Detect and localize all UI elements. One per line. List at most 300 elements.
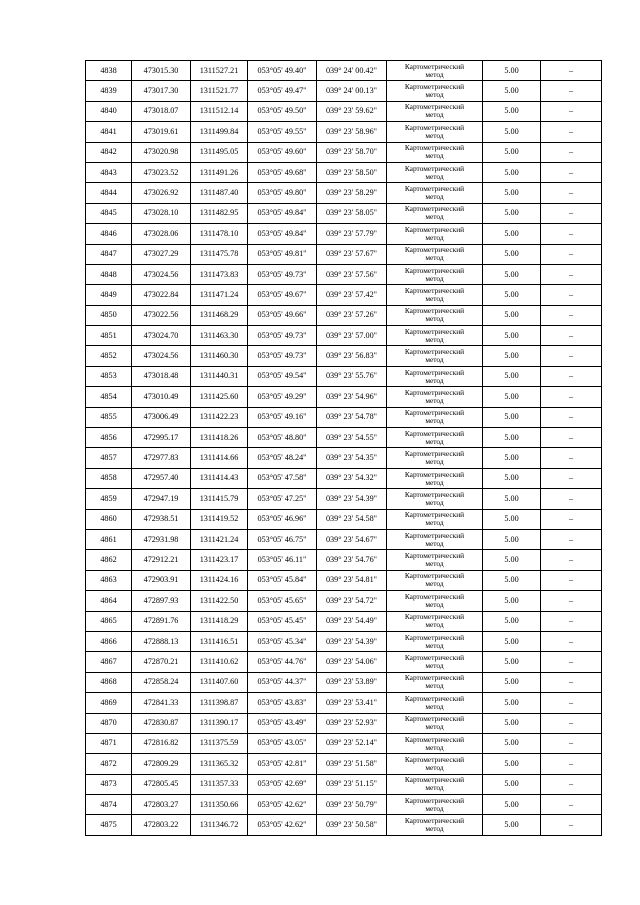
- method-line-1: Картометрический: [404, 673, 465, 683]
- method-line-2: метод: [425, 90, 444, 100]
- x-coordinate-cell: 473028.06: [132, 224, 191, 244]
- x-coordinate-cell: 472891.76: [132, 611, 191, 631]
- latitude-cell: 053°05' 49.73": [248, 326, 317, 346]
- method-cell: [387, 733, 483, 753]
- accuracy-cell: 5.00: [483, 815, 541, 835]
- latitude-cell: 053°05' 49.84": [248, 224, 317, 244]
- longitude-cell: 039° 23' 51.58": [317, 754, 387, 774]
- accuracy-cell: 5.00: [483, 244, 541, 264]
- description-cell: –: [541, 448, 602, 468]
- latitude-cell: 053°05' 45.65": [248, 591, 317, 611]
- latitude-cell: 053°05' 49.67": [248, 285, 317, 305]
- method-cell: [387, 162, 483, 182]
- accuracy-cell: 5.00: [483, 754, 541, 774]
- y-coordinate-cell: 1311473.83: [191, 264, 248, 284]
- table-row: [86, 183, 602, 203]
- accuracy-cell: 5.00: [483, 611, 541, 631]
- method-line-2: метод: [425, 518, 444, 528]
- description-cell: –: [541, 387, 602, 407]
- method-line-2: метод: [425, 762, 444, 772]
- point-number-cell: 4843: [86, 162, 132, 182]
- x-coordinate-cell: 473018.07: [132, 101, 191, 121]
- method-line-2: метод: [425, 599, 444, 609]
- method-line-1: Картометрический: [404, 632, 465, 642]
- y-coordinate-cell: 1311487.40: [191, 183, 248, 203]
- method-line-2: метод: [425, 130, 444, 140]
- point-number-cell: 4855: [86, 407, 132, 427]
- accuracy-cell: 5.00: [483, 693, 541, 713]
- method-line-1: Картометрический: [404, 163, 465, 173]
- point-number-cell: 4856: [86, 428, 132, 448]
- latitude-cell: 053°05' 46.75": [248, 529, 317, 549]
- x-coordinate-cell: 472816.82: [132, 733, 191, 753]
- accuracy-cell: 5.00: [483, 122, 541, 142]
- x-coordinate-cell: 472977.83: [132, 448, 191, 468]
- y-coordinate-cell: 1311521.77: [191, 81, 248, 101]
- latitude-cell: 053°05' 44.37": [248, 672, 317, 692]
- accuracy-cell: 5.00: [483, 509, 541, 529]
- method-cell: [387, 713, 483, 733]
- point-number-cell: 4841: [86, 122, 132, 142]
- y-coordinate-cell: 1311424.16: [191, 570, 248, 590]
- method-line-1: Картометрический: [404, 653, 465, 663]
- point-number-cell: 4845: [86, 203, 132, 223]
- method-cell: [387, 285, 483, 305]
- y-coordinate-cell: 1311410.62: [191, 652, 248, 672]
- latitude-cell: 053°05' 49.16": [248, 407, 317, 427]
- method-cell: [387, 366, 483, 386]
- method-line-2: метод: [425, 681, 444, 691]
- latitude-cell: 053°05' 49.55": [248, 122, 317, 142]
- x-coordinate-cell: 472870.21: [132, 652, 191, 672]
- x-coordinate-cell: 473022.84: [132, 285, 191, 305]
- method-line-1: Картометрический: [404, 245, 465, 255]
- x-coordinate-cell: 472947.19: [132, 489, 191, 509]
- longitude-cell: 039° 23' 56.83": [317, 346, 387, 366]
- method-line-1: Картометрический: [404, 61, 465, 71]
- x-coordinate-cell: 473027.29: [132, 244, 191, 264]
- longitude-cell: 039° 23' 55.76": [317, 366, 387, 386]
- longitude-cell: 039° 23' 50.79": [317, 795, 387, 815]
- x-coordinate-cell: 472830.87: [132, 713, 191, 733]
- method-line-2: метод: [425, 69, 444, 79]
- method-line-1: Картометрический: [404, 428, 465, 438]
- longitude-cell: 039° 23' 54.58": [317, 509, 387, 529]
- method-cell: [387, 489, 483, 509]
- longitude-cell: 039° 23' 54.96": [317, 387, 387, 407]
- longitude-cell: 039° 23' 54.55": [317, 428, 387, 448]
- y-coordinate-cell: 1311418.26: [191, 428, 248, 448]
- latitude-cell: 053°05' 46.96": [248, 509, 317, 529]
- table-row: [86, 713, 602, 733]
- point-number-cell: 4847: [86, 244, 132, 264]
- method-line-2: метод: [425, 253, 444, 263]
- longitude-cell: 039° 23' 54.78": [317, 407, 387, 427]
- accuracy-cell: 5.00: [483, 529, 541, 549]
- point-number-cell: 4846: [86, 224, 132, 244]
- y-coordinate-cell: 1311407.60: [191, 672, 248, 692]
- table-row: [86, 428, 602, 448]
- x-coordinate-cell: 473028.10: [132, 203, 191, 223]
- method-line-1: Картометрический: [404, 795, 465, 805]
- description-cell: –: [541, 81, 602, 101]
- method-line-2: метод: [425, 334, 444, 344]
- longitude-cell: 039° 23' 58.70": [317, 142, 387, 162]
- latitude-cell: 053°05' 49.54": [248, 366, 317, 386]
- method-cell: [387, 815, 483, 835]
- x-coordinate-cell: 472803.22: [132, 815, 191, 835]
- accuracy-cell: 5.00: [483, 101, 541, 121]
- y-coordinate-cell: 1311475.78: [191, 244, 248, 264]
- method-cell: [387, 122, 483, 142]
- description-cell: –: [541, 509, 602, 529]
- accuracy-cell: 5.00: [483, 224, 541, 244]
- table-row: [86, 652, 602, 672]
- latitude-cell: 053°05' 49.80": [248, 183, 317, 203]
- point-number-cell: 4865: [86, 611, 132, 631]
- method-cell: [387, 326, 483, 346]
- longitude-cell: 039° 23' 52.14": [317, 733, 387, 753]
- description-cell: –: [541, 611, 602, 631]
- latitude-cell: 053°05' 45.34": [248, 631, 317, 651]
- x-coordinate-cell: 473024.56: [132, 346, 191, 366]
- y-coordinate-cell: 1311346.72: [191, 815, 248, 835]
- y-coordinate-cell: 1311425.60: [191, 387, 248, 407]
- method-cell: [387, 224, 483, 244]
- method-cell: [387, 183, 483, 203]
- point-number-cell: 4868: [86, 672, 132, 692]
- method-line-1: Картометрический: [404, 387, 465, 397]
- accuracy-cell: 5.00: [483, 468, 541, 488]
- method-line-1: Картометрический: [404, 571, 465, 581]
- y-coordinate-cell: 1311398.87: [191, 693, 248, 713]
- description-cell: –: [541, 631, 602, 651]
- description-cell: –: [541, 733, 602, 753]
- y-coordinate-cell: 1311468.29: [191, 305, 248, 325]
- method-line-2: метод: [425, 661, 444, 671]
- method-line-2: метод: [425, 477, 444, 487]
- longitude-cell: 039° 23' 54.72": [317, 591, 387, 611]
- table-row: [86, 264, 602, 284]
- description-cell: –: [541, 550, 602, 570]
- method-line-1: Картометрический: [404, 489, 465, 499]
- accuracy-cell: 5.00: [483, 81, 541, 101]
- method-line-1: Картометрический: [404, 754, 465, 764]
- point-number-cell: 4869: [86, 693, 132, 713]
- method-line-2: метод: [425, 742, 444, 752]
- x-coordinate-cell: 473024.56: [132, 264, 191, 284]
- y-coordinate-cell: 1311419.52: [191, 509, 248, 529]
- method-line-2: метод: [425, 151, 444, 161]
- method-cell: [387, 509, 483, 529]
- x-coordinate-cell: 473017.30: [132, 81, 191, 101]
- latitude-cell: 053°05' 49.81": [248, 244, 317, 264]
- point-number-cell: 4870: [86, 713, 132, 733]
- description-cell: –: [541, 529, 602, 549]
- longitude-cell: 039° 23' 57.79": [317, 224, 387, 244]
- method-cell: [387, 81, 483, 101]
- x-coordinate-cell: 472888.13: [132, 631, 191, 651]
- table-row: [86, 754, 602, 774]
- accuracy-cell: 5.00: [483, 489, 541, 509]
- point-number-cell: 4854: [86, 387, 132, 407]
- method-line-2: метод: [425, 314, 444, 324]
- point-number-cell: 4861: [86, 529, 132, 549]
- method-cell: [387, 305, 483, 325]
- longitude-cell: 039° 23' 54.49": [317, 611, 387, 631]
- y-coordinate-cell: 1311495.05: [191, 142, 248, 162]
- method-cell: [387, 672, 483, 692]
- method-line-1: Картометрический: [404, 510, 465, 520]
- method-line-2: метод: [425, 722, 444, 732]
- longitude-cell: 039° 23' 58.29": [317, 183, 387, 203]
- y-coordinate-cell: 1311414.43: [191, 468, 248, 488]
- y-coordinate-cell: 1311471.24: [191, 285, 248, 305]
- description-cell: –: [541, 183, 602, 203]
- y-coordinate-cell: 1311499.84: [191, 122, 248, 142]
- x-coordinate-cell: 472931.98: [132, 529, 191, 549]
- method-line-2: метод: [425, 803, 444, 813]
- accuracy-cell: 5.00: [483, 795, 541, 815]
- latitude-cell: 053°05' 42.81": [248, 754, 317, 774]
- description-cell: –: [541, 468, 602, 488]
- method-line-1: Картометрический: [404, 693, 465, 703]
- method-line-1: Картометрический: [404, 612, 465, 622]
- x-coordinate-cell: 473026.92: [132, 183, 191, 203]
- accuracy-cell: 5.00: [483, 428, 541, 448]
- longitude-cell: 039° 23' 59.62": [317, 101, 387, 121]
- accuracy-cell: 5.00: [483, 550, 541, 570]
- point-number-cell: 4860: [86, 509, 132, 529]
- method-cell: [387, 448, 483, 468]
- x-coordinate-cell: 472803.27: [132, 795, 191, 815]
- longitude-cell: 039° 23' 54.35": [317, 448, 387, 468]
- method-line-2: метод: [425, 355, 444, 365]
- longitude-cell: 039° 23' 54.39": [317, 489, 387, 509]
- y-coordinate-cell: 1311421.24: [191, 529, 248, 549]
- y-coordinate-cell: 1311365.32: [191, 754, 248, 774]
- accuracy-cell: 5.00: [483, 407, 541, 427]
- y-coordinate-cell: 1311512.14: [191, 101, 248, 121]
- longitude-cell: 039° 23' 50.58": [317, 815, 387, 835]
- method-line-1: Картометрический: [404, 775, 465, 785]
- latitude-cell: 053°05' 49.66": [248, 305, 317, 325]
- x-coordinate-cell: 473024.70: [132, 326, 191, 346]
- method-line-1: Картометрический: [404, 265, 465, 275]
- method-cell: [387, 754, 483, 774]
- description-cell: –: [541, 428, 602, 448]
- accuracy-cell: 5.00: [483, 326, 541, 346]
- method-line-2: метод: [425, 824, 444, 834]
- method-cell: [387, 142, 483, 162]
- accuracy-cell: 5.00: [483, 652, 541, 672]
- table-row: [86, 346, 602, 366]
- description-cell: –: [541, 489, 602, 509]
- table-row: [86, 774, 602, 794]
- latitude-cell: 053°05' 47.58": [248, 468, 317, 488]
- point-number-cell: 4867: [86, 652, 132, 672]
- x-coordinate-cell: 473010.49: [132, 387, 191, 407]
- accuracy-cell: 5.00: [483, 305, 541, 325]
- method-line-1: Картометрический: [404, 204, 465, 214]
- latitude-cell: 053°05' 49.84": [248, 203, 317, 223]
- y-coordinate-cell: 1311527.21: [191, 61, 248, 81]
- point-number-cell: 4838: [86, 61, 132, 81]
- method-cell: [387, 407, 483, 427]
- method-cell: [387, 611, 483, 631]
- method-cell: [387, 428, 483, 448]
- table-row: [86, 693, 602, 713]
- method-line-1: Картометрический: [404, 326, 465, 336]
- accuracy-cell: 5.00: [483, 264, 541, 284]
- latitude-cell: 053°05' 43.05": [248, 733, 317, 753]
- method-line-1: Картометрический: [404, 816, 465, 826]
- accuracy-cell: 5.00: [483, 733, 541, 753]
- method-line-1: Картометрический: [404, 367, 465, 377]
- point-number-cell: 4848: [86, 264, 132, 284]
- method-line-1: Картометрический: [404, 591, 465, 601]
- accuracy-cell: 5.00: [483, 366, 541, 386]
- method-line-2: метод: [425, 559, 444, 569]
- method-line-2: метод: [425, 457, 444, 467]
- table-row: [86, 468, 602, 488]
- description-cell: –: [541, 713, 602, 733]
- method-cell: [387, 631, 483, 651]
- table-row: [86, 611, 602, 631]
- table-row: [86, 733, 602, 753]
- latitude-cell: 053°05' 42.62": [248, 815, 317, 835]
- latitude-cell: 053°05' 49.73": [248, 264, 317, 284]
- method-cell: [387, 203, 483, 223]
- method-line-2: метод: [425, 375, 444, 385]
- point-number-cell: 4862: [86, 550, 132, 570]
- x-coordinate-cell: 472957.40: [132, 468, 191, 488]
- description-cell: –: [541, 162, 602, 182]
- description-cell: –: [541, 61, 602, 81]
- point-number-cell: 4859: [86, 489, 132, 509]
- table-row: [86, 162, 602, 182]
- table-row: [86, 407, 602, 427]
- point-number-cell: 4840: [86, 101, 132, 121]
- longitude-cell: 039° 23' 54.39": [317, 631, 387, 651]
- latitude-cell: 053°05' 49.29": [248, 387, 317, 407]
- table-row: [86, 203, 602, 223]
- method-cell: [387, 101, 483, 121]
- longitude-cell: 039° 24' 00.42": [317, 61, 387, 81]
- method-line-2: метод: [425, 497, 444, 507]
- y-coordinate-cell: 1311415.79: [191, 489, 248, 509]
- point-number-cell: 4866: [86, 631, 132, 651]
- longitude-cell: 039° 23' 54.76": [317, 550, 387, 570]
- method-cell: [387, 591, 483, 611]
- description-cell: –: [541, 795, 602, 815]
- table-row: [86, 550, 602, 570]
- x-coordinate-cell: 472805.45: [132, 774, 191, 794]
- point-number-cell: 4874: [86, 795, 132, 815]
- table-row: [86, 509, 602, 529]
- longitude-cell: 039° 23' 53.89": [317, 672, 387, 692]
- latitude-cell: 053°05' 45.84": [248, 570, 317, 590]
- longitude-cell: 039° 23' 54.32": [317, 468, 387, 488]
- longitude-cell: 039° 23' 57.42": [317, 285, 387, 305]
- longitude-cell: 039° 23' 58.50": [317, 162, 387, 182]
- table-row: [86, 815, 602, 835]
- x-coordinate-cell: 472912.21: [132, 550, 191, 570]
- table-row: [86, 591, 602, 611]
- method-line-1: Картометрический: [404, 530, 465, 540]
- point-number-cell: 4863: [86, 570, 132, 590]
- accuracy-cell: 5.00: [483, 183, 541, 203]
- x-coordinate-cell: 473022.56: [132, 305, 191, 325]
- description-cell: –: [541, 774, 602, 794]
- accuracy-cell: 5.00: [483, 387, 541, 407]
- method-cell: [387, 468, 483, 488]
- method-line-1: Картометрический: [404, 285, 465, 295]
- description-cell: –: [541, 122, 602, 142]
- point-number-cell: 4864: [86, 591, 132, 611]
- latitude-cell: 053°05' 43.49": [248, 713, 317, 733]
- longitude-cell: 039° 23' 57.00": [317, 326, 387, 346]
- method-line-2: метод: [425, 192, 444, 202]
- longitude-cell: 039° 23' 54.81": [317, 570, 387, 590]
- description-cell: –: [541, 142, 602, 162]
- accuracy-cell: 5.00: [483, 713, 541, 733]
- point-number-cell: 4842: [86, 142, 132, 162]
- method-line-1: Картометрический: [404, 347, 465, 357]
- x-coordinate-cell: 472897.93: [132, 591, 191, 611]
- y-coordinate-cell: 1311491.26: [191, 162, 248, 182]
- method-line-2: метод: [425, 171, 444, 181]
- table-row: [86, 285, 602, 305]
- method-line-1: Картометрический: [404, 102, 465, 112]
- longitude-cell: 039° 24' 00.13": [317, 81, 387, 101]
- table-row: [86, 570, 602, 590]
- description-cell: –: [541, 591, 602, 611]
- y-coordinate-cell: 1311423.17: [191, 550, 248, 570]
- accuracy-cell: 5.00: [483, 631, 541, 651]
- point-number-cell: 4858: [86, 468, 132, 488]
- description-cell: –: [541, 285, 602, 305]
- description-cell: –: [541, 203, 602, 223]
- longitude-cell: 039° 23' 51.15": [317, 774, 387, 794]
- method-line-2: метод: [425, 416, 444, 426]
- longitude-cell: 039° 23' 54.67": [317, 529, 387, 549]
- longitude-cell: 039° 23' 58.05": [317, 203, 387, 223]
- x-coordinate-cell: 473020.98: [132, 142, 191, 162]
- table-row: [86, 387, 602, 407]
- method-line-1: Картометрический: [404, 469, 465, 479]
- description-cell: –: [541, 672, 602, 692]
- method-line-2: метод: [425, 110, 444, 120]
- method-line-1: Картометрический: [404, 82, 465, 92]
- point-number-cell: 4871: [86, 733, 132, 753]
- method-line-1: Картометрический: [404, 734, 465, 744]
- table-row: [86, 101, 602, 121]
- x-coordinate-cell: 472809.29: [132, 754, 191, 774]
- point-number-cell: 4852: [86, 346, 132, 366]
- latitude-cell: 053°05' 44.76": [248, 652, 317, 672]
- table-row: [86, 795, 602, 815]
- point-number-cell: 4850: [86, 305, 132, 325]
- table-row: [86, 244, 602, 264]
- longitude-cell: 039° 23' 57.26": [317, 305, 387, 325]
- y-coordinate-cell: 1311422.50: [191, 591, 248, 611]
- y-coordinate-cell: 1311350.66: [191, 795, 248, 815]
- method-line-2: метод: [425, 436, 444, 446]
- method-cell: [387, 529, 483, 549]
- description-cell: –: [541, 815, 602, 835]
- x-coordinate-cell: 472841.33: [132, 693, 191, 713]
